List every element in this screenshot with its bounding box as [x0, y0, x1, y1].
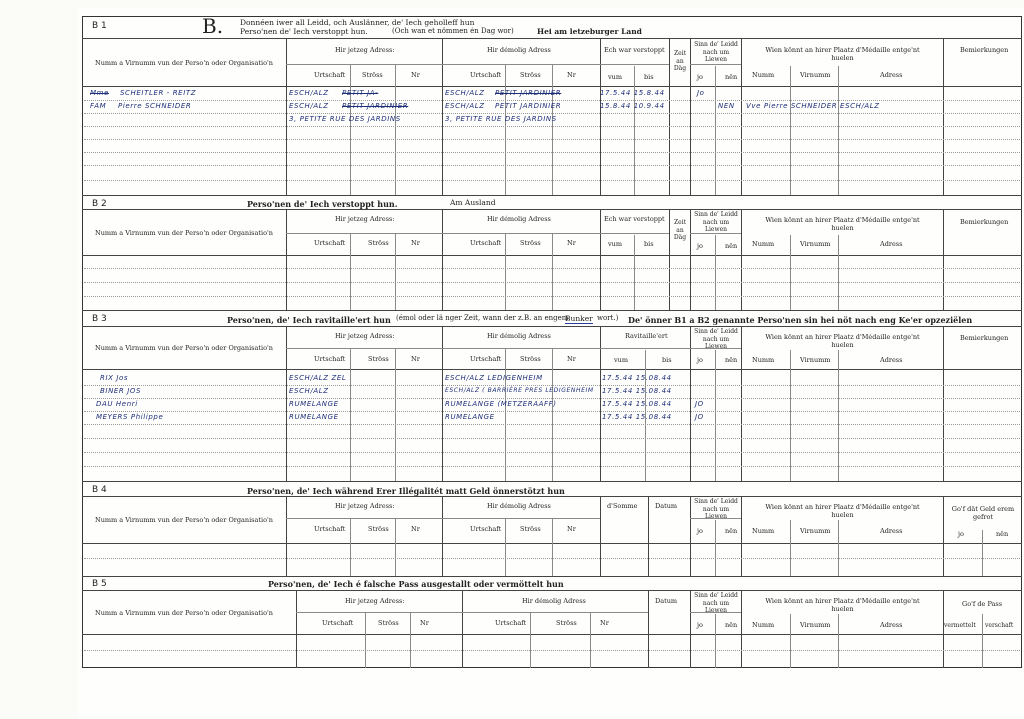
sub-made: verschaft — [985, 622, 1014, 629]
b1-row2-cur: ESCH/ALZ — [289, 102, 329, 110]
sub-m-addr: Adress — [880, 621, 903, 629]
section-label-b4: B 4 — [92, 485, 107, 495]
b3-row2-dates: 17.5.44 15.08.44 — [602, 387, 672, 395]
header-line2b: (Och wan et nömmen ėn Dag wor) — [392, 27, 514, 35]
sub-from: vum — [608, 73, 623, 81]
section-title-b3b: De' önner B1 a B2 genannte Perso'nen sin hei nöt nach eng Ke'er opzeziëlen — [628, 315, 973, 325]
sub-place: Urtschaft — [314, 355, 346, 363]
sub-nr: Nr — [567, 355, 576, 363]
col-date: Datum — [655, 597, 678, 605]
sub-nr: Nr — [411, 71, 420, 79]
sub-m-name: Numm — [752, 71, 775, 79]
b1-row2-cur-str: PETIT JARDINIER — [342, 102, 409, 110]
section-label-b3: B 3 — [92, 314, 107, 324]
col-remarks: Bemierkungen — [960, 334, 1009, 342]
sub-street: Ströss — [520, 355, 541, 363]
sub-yes: jo — [697, 356, 703, 364]
sub-m-addr: Adress — [880, 356, 903, 364]
b1-row2-medal: Vve Pierre SCHNEIDER ESCH/ALZ — [746, 102, 880, 110]
sub-nr: Nr — [411, 525, 420, 533]
col-time: Zeit an Däg — [673, 50, 687, 72]
b3-row3-cur: RUMELANGE — [289, 400, 339, 408]
col-remarks: Bemierkungen — [960, 218, 1009, 226]
b3-row2-old: ESCH/ALZ ( BARRIÈRE PRES LEDIGENHEIM — [445, 387, 594, 394]
sub-yes: jo — [697, 527, 703, 535]
section-title-b2b: Am Ausland — [450, 198, 496, 207]
b1-row1-name-a: Mme — [90, 89, 109, 97]
b3-row4-dates: 17.5.44 15.08.44 — [602, 413, 672, 421]
col-medal: Wien könnt an hirer Plaatz d'Médaille entge'nt huelen — [765, 46, 920, 62]
sub-place: Urtschaft — [314, 239, 346, 247]
sub-place: Urtschaft — [314, 525, 346, 533]
col-name-header: Numm a Virnumm vun der Perso'n oder Organisatio'n — [95, 344, 273, 352]
col-current-address: Hir jetzeg Adress: — [335, 46, 395, 54]
sub-no: nën — [725, 356, 738, 364]
col-money-got: Go'f dät Geld erem gefrot — [951, 505, 1015, 521]
b3-row3-yes: JO — [695, 400, 704, 408]
col-current-address: Hir jetzeg Adress: — [335, 502, 395, 510]
sub-m-addr: Adress — [880, 240, 903, 248]
sub-nr: Nr — [567, 239, 576, 247]
col-medal: Wien könnt an hirer Plaatz d'Médaille entge'nt huelen — [765, 503, 920, 519]
sub-m-first: Virnumm — [800, 356, 831, 364]
header-line2c: Hei am letzeburger Land — [537, 27, 642, 36]
sub-nr: Nr — [411, 355, 420, 363]
sub-nr: Nr — [411, 239, 420, 247]
b3-row4-yes: JO — [695, 413, 704, 421]
b3-row1-name: RIX Jos — [100, 374, 129, 382]
col-name-header: Numm a Virnumm vun der Perso'n oder Organisatio'n — [95, 516, 273, 524]
sub-place: Urtschaft — [322, 619, 354, 627]
header-line1: Donnéen iwer all Leidd, och Auslänner, de' Iech geholleff hun — [240, 18, 475, 27]
sub-no: nën — [725, 73, 738, 81]
sub-yes: jo — [697, 73, 703, 81]
col-hidden: Ech war verstoppt — [604, 46, 665, 54]
col-former-address: Hir démolig Adress — [487, 332, 551, 340]
sub-street: Ströss — [362, 71, 383, 79]
col-hidden: Ech war verstoppt — [604, 215, 665, 223]
sub-street: Ströss — [368, 239, 389, 247]
col-former-address: Hir démolig Adress — [522, 597, 586, 605]
b1-row1-old: ESCH/ALZ — [445, 89, 485, 97]
col-remarks: Bemierkungen — [960, 46, 1009, 54]
b3-row1-old: ESCH/ALZ LEDIGENHEIM — [445, 374, 543, 382]
col-time: Zeit an Däg — [673, 219, 687, 241]
b1-row1-cur-str: PETIT JA- — [342, 89, 379, 97]
col-alive: Sinn de' Leidd nach um Liewen — [694, 41, 738, 63]
sub-yes: jo — [958, 530, 964, 538]
sub-no: nën — [725, 242, 738, 250]
col-alive: Sinn de' Leidd nach um Liewen — [694, 328, 738, 350]
sub-place: Urtschaft — [495, 619, 527, 627]
b3-row4-cur: RUMELANGE — [289, 413, 339, 421]
col-former-address: Hir démolig Adress — [487, 502, 551, 510]
b3-row2-name: BINER JOS — [100, 387, 142, 395]
sub-m-addr: Adress — [880, 71, 903, 79]
col-alive: Sinn de' Leidd nach um Liewen — [694, 498, 738, 520]
b3-row3-name: DAU Henri — [96, 400, 138, 408]
sub-m-first: Virnumm — [800, 240, 831, 248]
sub-street: Ströss — [520, 71, 541, 79]
sub-no: nën — [996, 530, 1009, 538]
col-former-address: Hir démolig Adress — [487, 46, 551, 54]
sub-from: vum — [608, 240, 623, 248]
sub-lent: vermettelt — [944, 622, 976, 629]
b1-row2-name-a: FAM — [90, 102, 107, 110]
b1-row1-old-str: PETIT JARDINIER — [495, 89, 562, 97]
sub-place: Urtschaft — [470, 525, 502, 533]
col-alive: Sinn de' Leidd nach um Liewen — [694, 211, 738, 233]
b3-row4-name: MEYERS Philippe — [96, 413, 164, 421]
b3-row2-cur: ESCH/ALZ — [289, 387, 329, 395]
sub-place: Urtschaft — [470, 355, 502, 363]
sub-m-name: Numm — [752, 527, 775, 535]
section-title-b3-paren2: wort.) — [597, 314, 619, 322]
b1-row2-dates: 15.8.44 10.9.44 — [600, 102, 665, 110]
section-label-b1: B 1 — [92, 21, 107, 31]
sub-street: Ströss — [520, 239, 541, 247]
b1-row1-dates: 17.5.44 15.8.44 — [600, 89, 665, 97]
col-medal: Wien könnt an hirer Plaatz d'Médaille entge'nt huelen — [765, 597, 920, 613]
b1-row3-cur: 3, PETITE RUE DES JARDINS — [289, 115, 401, 123]
col-medal: Wien könnt an hirer Plaatz d'Médaille entge'nt huelen — [765, 333, 920, 349]
col-current-address: Hir jetzeg Adress: — [345, 597, 405, 605]
col-pass-got: Go'f de Pass — [962, 600, 1003, 608]
b1-row2-name-b: Pierre SCHNEIDER — [118, 102, 192, 110]
section-label-b5: B 5 — [92, 579, 107, 589]
col-ravitaille: Ravitaille'ert — [625, 332, 668, 340]
section-title-b5: Perso'nen, de' Iech é falsche Pass ausgestallt oder vermöttelt hun — [268, 579, 564, 589]
col-name-header: Numm a Virnumm vun der Perso'n oder Organisatio'n — [95, 229, 273, 237]
sub-m-name: Numm — [752, 356, 775, 364]
sub-to: bis — [644, 240, 654, 248]
sub-nr: Nr — [600, 619, 609, 627]
sub-from: vum — [614, 356, 629, 364]
sub-street: Ströss — [368, 525, 389, 533]
sub-place: Urtschaft — [470, 239, 502, 247]
sub-to: bis — [662, 356, 672, 364]
col-current-address: Hir jetzeg Adress: — [335, 215, 395, 223]
b1-row3-old: 3, PETITE RUE DES JARDINS — [445, 115, 557, 123]
sub-m-first: Virnumm — [800, 71, 831, 79]
sub-yes: jo — [697, 621, 703, 629]
b3-row3-dates: 17.5.44 15.08.44 — [602, 400, 672, 408]
sub-street: Ströss — [378, 619, 399, 627]
sub-nr: Nr — [567, 525, 576, 533]
sub-m-name: Numm — [752, 240, 775, 248]
big-letter: B. — [202, 14, 224, 38]
col-current-address: Hir jetzeg Adress: — [335, 332, 395, 340]
b1-row2-no: NEN — [718, 102, 735, 110]
sub-to: bis — [644, 73, 654, 81]
col-sum: d'Somme — [607, 502, 638, 510]
header-line2: Perso'nen de' Iech verstoppt hun. — [240, 27, 368, 36]
section-title-b3: Perso'nen, de' Iech ravitaille'ert hun — [227, 315, 391, 325]
b1-row1-name-b: SCHEITLER - REITZ — [120, 89, 197, 97]
sub-nr: Nr — [420, 619, 429, 627]
b1-row1-cur: ESCH/ALZ — [289, 89, 329, 97]
section-title-b4: Perso'nen, de' Iech während Erer Illégalitét matt Geld önnerstötzt hun — [247, 486, 565, 496]
b3-row1-dates: 17.5.44 15.08.44 — [602, 374, 672, 382]
b1-row1-yes: Jo — [697, 89, 705, 97]
section-title-b3-bunker: Bunker — [565, 314, 593, 323]
col-date: Datum — [655, 502, 678, 510]
col-former-address: Hir démolig Adress — [487, 215, 551, 223]
col-name-header: Numm a Virnumm vun der Perso'n oder Organisatio'n — [95, 609, 273, 617]
sub-street: Ströss — [368, 355, 389, 363]
b1-row2-old-str: PETIT JARDINIER — [495, 102, 562, 110]
section-title-b2: Perso'nen de' Iech verstoppt hun. — [247, 199, 398, 209]
sub-m-name: Numm — [752, 621, 775, 629]
sub-m-first: Virnumm — [800, 527, 831, 535]
section-label-b2: B 2 — [92, 199, 107, 209]
sub-place: Urtschaft — [314, 71, 346, 79]
sub-m-addr: Adress — [880, 527, 903, 535]
b1-row2-old: ESCH/ALZ — [445, 102, 485, 110]
col-name-header: Numm a Virnumm vun der Perso'n oder Organisatio'n — [95, 59, 273, 67]
b3-row4-old: RUMELANGE — [445, 413, 495, 421]
sub-no: nën — [725, 527, 738, 535]
sub-m-first: Virnumm — [800, 621, 831, 629]
b3-row3-old: RUMELANGE (METZERAAFF) — [445, 400, 557, 408]
sub-nr: Nr — [567, 71, 576, 79]
sub-street: Ströss — [556, 619, 577, 627]
col-alive: Sinn de' Leidd nach um Liewen — [694, 592, 738, 614]
sub-no: nën — [725, 621, 738, 629]
b3-row1-cur: ESCH/ALZ ZEL — [289, 374, 347, 382]
sub-street: Ströss — [520, 525, 541, 533]
section-title-b3-paren: (émol oder lä nger Zeit, wann der z.B. an engem — [396, 314, 569, 322]
sub-yes: jo — [697, 242, 703, 250]
sub-place: Urtschaft — [470, 71, 502, 79]
col-medal: Wien könnt an hirer Plaatz d'Médaille entge'nt huelen — [765, 216, 920, 232]
